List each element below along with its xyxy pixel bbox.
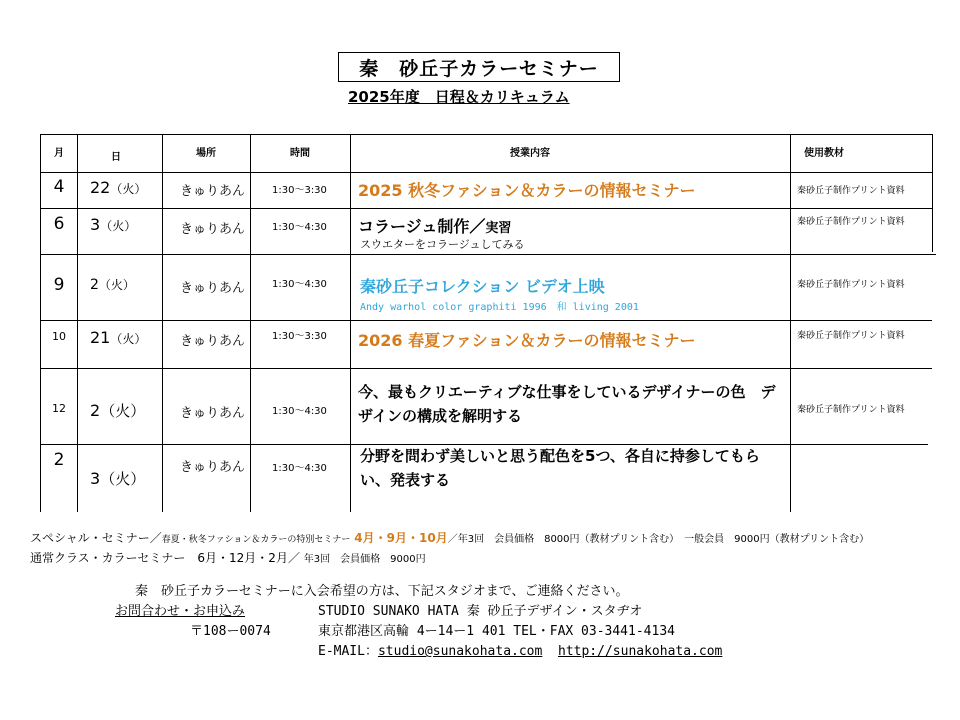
row-title: 今、最もクリエーティブな仕事をしているデザイナーの色 デザインの構成を解明する xyxy=(358,383,776,425)
row-month: 12 xyxy=(52,402,66,415)
row-materials: 秦砂丘子制作プリント資料 xyxy=(797,280,905,290)
row-day: 22（火） xyxy=(90,178,147,197)
row-materials: 秦砂丘子制作プリント資料 xyxy=(797,331,905,341)
row-place: きゅりあん xyxy=(180,184,246,199)
row-title: 秦砂丘子コレクション ビデオ上映 xyxy=(360,277,605,296)
row-time: 1:30〜4:30 xyxy=(272,406,327,417)
contact-web: E-MAIL：studio@sunakohata.com http://sunakohata.com xyxy=(318,644,723,659)
row-place: きゅりあん xyxy=(180,281,246,296)
row-title: コラージュ制作／実習 xyxy=(358,217,512,236)
schedule-table xyxy=(40,134,932,512)
postal-code: 〒108ー0074 xyxy=(190,624,271,639)
table-rule xyxy=(350,134,351,512)
table-rule xyxy=(40,368,932,369)
header-materials: 使用教材 xyxy=(804,148,844,159)
table-rule xyxy=(162,134,163,512)
row-time: 1:30〜4:30 xyxy=(272,279,327,290)
header-time: 時間 xyxy=(290,148,310,159)
row-place: きゅりあん xyxy=(180,406,246,421)
header-content: 授業内容 xyxy=(510,148,550,159)
table-rule xyxy=(40,134,932,135)
table-rule xyxy=(250,134,251,512)
header-month: 月 xyxy=(54,148,64,159)
row-month: 6 xyxy=(53,214,65,234)
invite-text: 秦 砂丘子カラーセミナーに入会希望の方は、下記スタジオまで、ご連絡ください。 xyxy=(135,584,629,599)
row-day: 2（火） xyxy=(90,277,135,293)
row-title: 2025 秋冬ファション＆カラーの情報セミナー xyxy=(358,181,696,200)
row-time: 1:30〜4:30 xyxy=(272,222,327,233)
special-seminar-line: スペシャル・セミナー／春夏・秋冬ファション＆カラーの特別セミナー 4月・9月・10月／年3回 会員価格 8000円（教材プリント含む） 一般会員 9000円（教材プリント含む） xyxy=(30,531,870,545)
row-place: きゅりあん xyxy=(180,334,246,349)
email-link[interactable]: studio@sunakohata.com xyxy=(377,644,543,659)
row-day: 2（火） xyxy=(90,401,146,420)
row-materials: 秦砂丘子制作プリント資料 xyxy=(797,405,905,415)
row-subtitle: Andy warhol color graphiti 1996 和 living 2001 xyxy=(360,302,639,313)
table-rule xyxy=(40,254,936,255)
table-rule xyxy=(40,320,932,321)
row-day: 3（火） xyxy=(90,469,146,488)
row-title: 分野を問わず美しいと思う配色を5つ、各自に持参してもらい、発表する xyxy=(360,447,760,489)
row-day: 3（火） xyxy=(90,215,137,234)
regular-class-line: 通常クラス・カラーセミナー 6月・12月・2月／ 年3回 会員価格 9000円 xyxy=(30,551,426,565)
row-title: 2026 春夏ファション＆カラーの情報セミナー xyxy=(358,331,696,350)
row-place: きゅりあん xyxy=(180,222,246,237)
website-link[interactable]: http://sunakohata.com xyxy=(558,644,723,659)
header-place: 場所 xyxy=(196,148,216,159)
row-subtitle: スウエターをコラージュしてみる xyxy=(360,238,525,251)
address: 東京都港区高輪 4ー14ー1 401 TEL・FAX 03-3441-4134 xyxy=(318,624,675,639)
row-month: 9 xyxy=(53,275,65,295)
table-rule xyxy=(40,172,932,173)
row-time: 1:30〜4:30 xyxy=(272,463,327,474)
table-rule xyxy=(40,208,932,209)
header-day: 日 xyxy=(111,152,121,163)
row-time: 1:30〜3:30 xyxy=(272,331,327,342)
studio-name: STUDIO SUNAKO HATA 秦 砂丘子デザイン・スタヂオ xyxy=(318,604,643,619)
row-month: 4 xyxy=(53,177,65,197)
table-rule xyxy=(790,134,791,512)
row-materials: 秦砂丘子制作プリント資料 xyxy=(797,186,905,196)
row-place: きゅりあん xyxy=(180,460,246,475)
row-month: 10 xyxy=(52,330,66,343)
table-rule xyxy=(40,134,41,512)
row-time: 1:30〜3:30 xyxy=(272,185,327,196)
table-rule xyxy=(77,134,78,512)
table-rule xyxy=(932,134,933,252)
page-subtitle: 2025年度 日程＆カリキュラム xyxy=(348,88,570,106)
row-materials: 秦砂丘子制作プリント資料 xyxy=(797,217,905,227)
page-title: 秦 砂丘子カラーセミナー xyxy=(338,52,620,82)
row-day: 21（火） xyxy=(90,328,147,347)
row-month: 2 xyxy=(53,450,65,470)
contact-label: お問合わせ・お申込み xyxy=(115,604,246,619)
